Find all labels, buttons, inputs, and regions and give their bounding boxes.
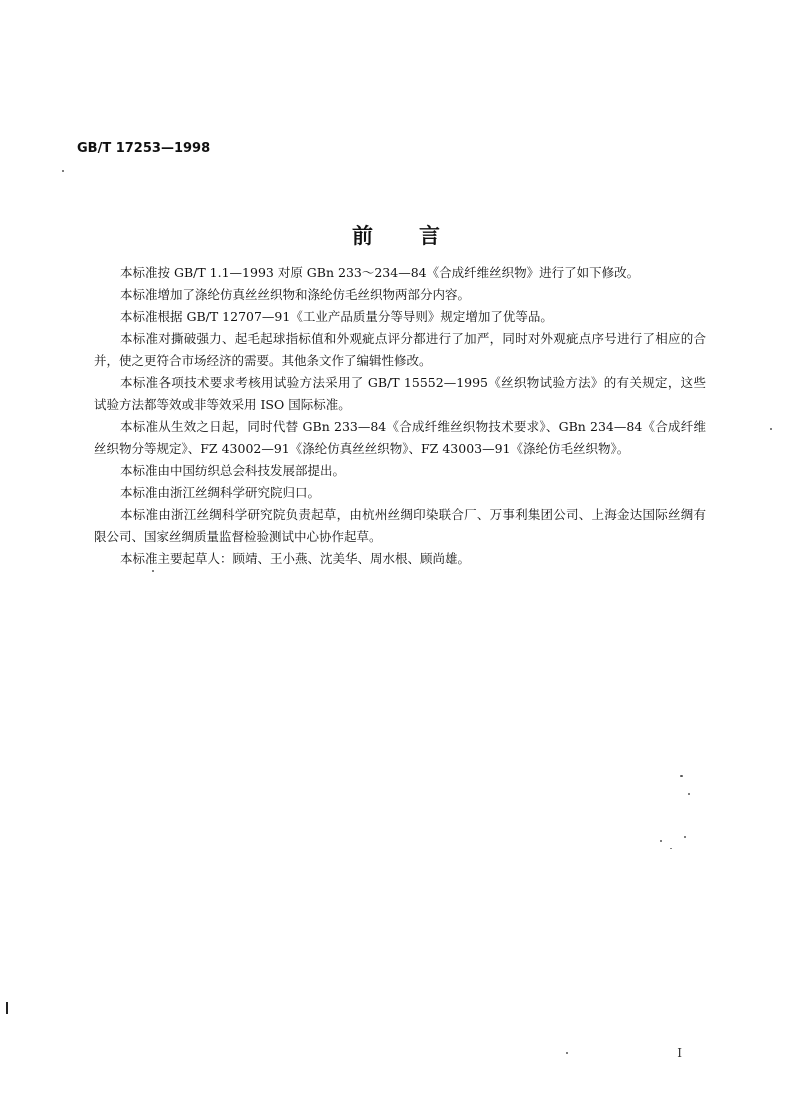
paragraph: 本标准由浙江丝绸科学研究院归口。 <box>120 485 321 500</box>
scan-speck <box>688 793 690 795</box>
title-char-1: 前 <box>352 224 373 248</box>
scan-speck <box>684 836 686 838</box>
standard-code: GB/T 17253—1998 <box>77 141 211 156</box>
page-title <box>0 220 792 250</box>
scan-speck <box>152 570 154 572</box>
scan-speck <box>680 775 683 777</box>
paragraph: 本标准由浙江丝绸科学研究院负责起草，由杭州丝绸印染联合厂、万事利集团公司、上海金达国际丝绸有限公司、国家丝绸质量监督检验测试中心协作起草。 <box>94 507 706 544</box>
page-number: I <box>677 1046 682 1060</box>
paragraph: 本标准从生效之日起，同时代替 GBn 233—84《合成纤维丝织物技术要求》、GBn 234—84《合成纤维丝织物分等规定》、FZ 43002—91《涤纶仿真丝丝织物》、FZ 43003—91《涤纶仿毛丝织物》。 <box>94 419 706 456</box>
paragraph: 本标准对撕破强力、起毛起球指标值和外观疵点评分都进行了加严，同时对外观疵点序号进行了相应的合并，使之更符合市场经济的需要。其他条文作了编辑性修改。 <box>94 331 706 368</box>
paragraph: 本标准按 GB/T 1.1—1993 对原 GBn 233～234—84《合成纤维丝织物》进行了如下修改。 <box>120 265 640 280</box>
paragraph: 本标准根据 GB/T 12707—91《工业产品质量分等导则》规定增加了优等品。 <box>120 309 553 324</box>
scan-speck <box>62 170 64 172</box>
paragraph: 本标准主要起草人：顾靖、王小燕、沈美华、周水根、顾尚雄。 <box>120 551 471 566</box>
scan-speck <box>566 1052 568 1054</box>
paragraph: 本标准由中国纺织总会科技发展部提出。 <box>120 463 346 478</box>
paragraph: 本标准增加了涤纶仿真丝丝织物和涤纶仿毛丝织物两部分内容。 <box>120 287 471 302</box>
scan-edge-mark <box>6 1002 8 1014</box>
scan-speck <box>660 840 662 842</box>
scan-speck <box>770 428 772 430</box>
foreword-body <box>94 262 706 570</box>
paragraph: 本标准各项技术要求考核用试验方法采用了 GB/T 15552—1995《丝织物试验方法》的有关规定，这些试验方法都等效或非等效采用 ISO 国际标准。 <box>94 375 706 412</box>
scan-speck <box>670 848 672 849</box>
title-char-2: 言 <box>419 224 440 248</box>
